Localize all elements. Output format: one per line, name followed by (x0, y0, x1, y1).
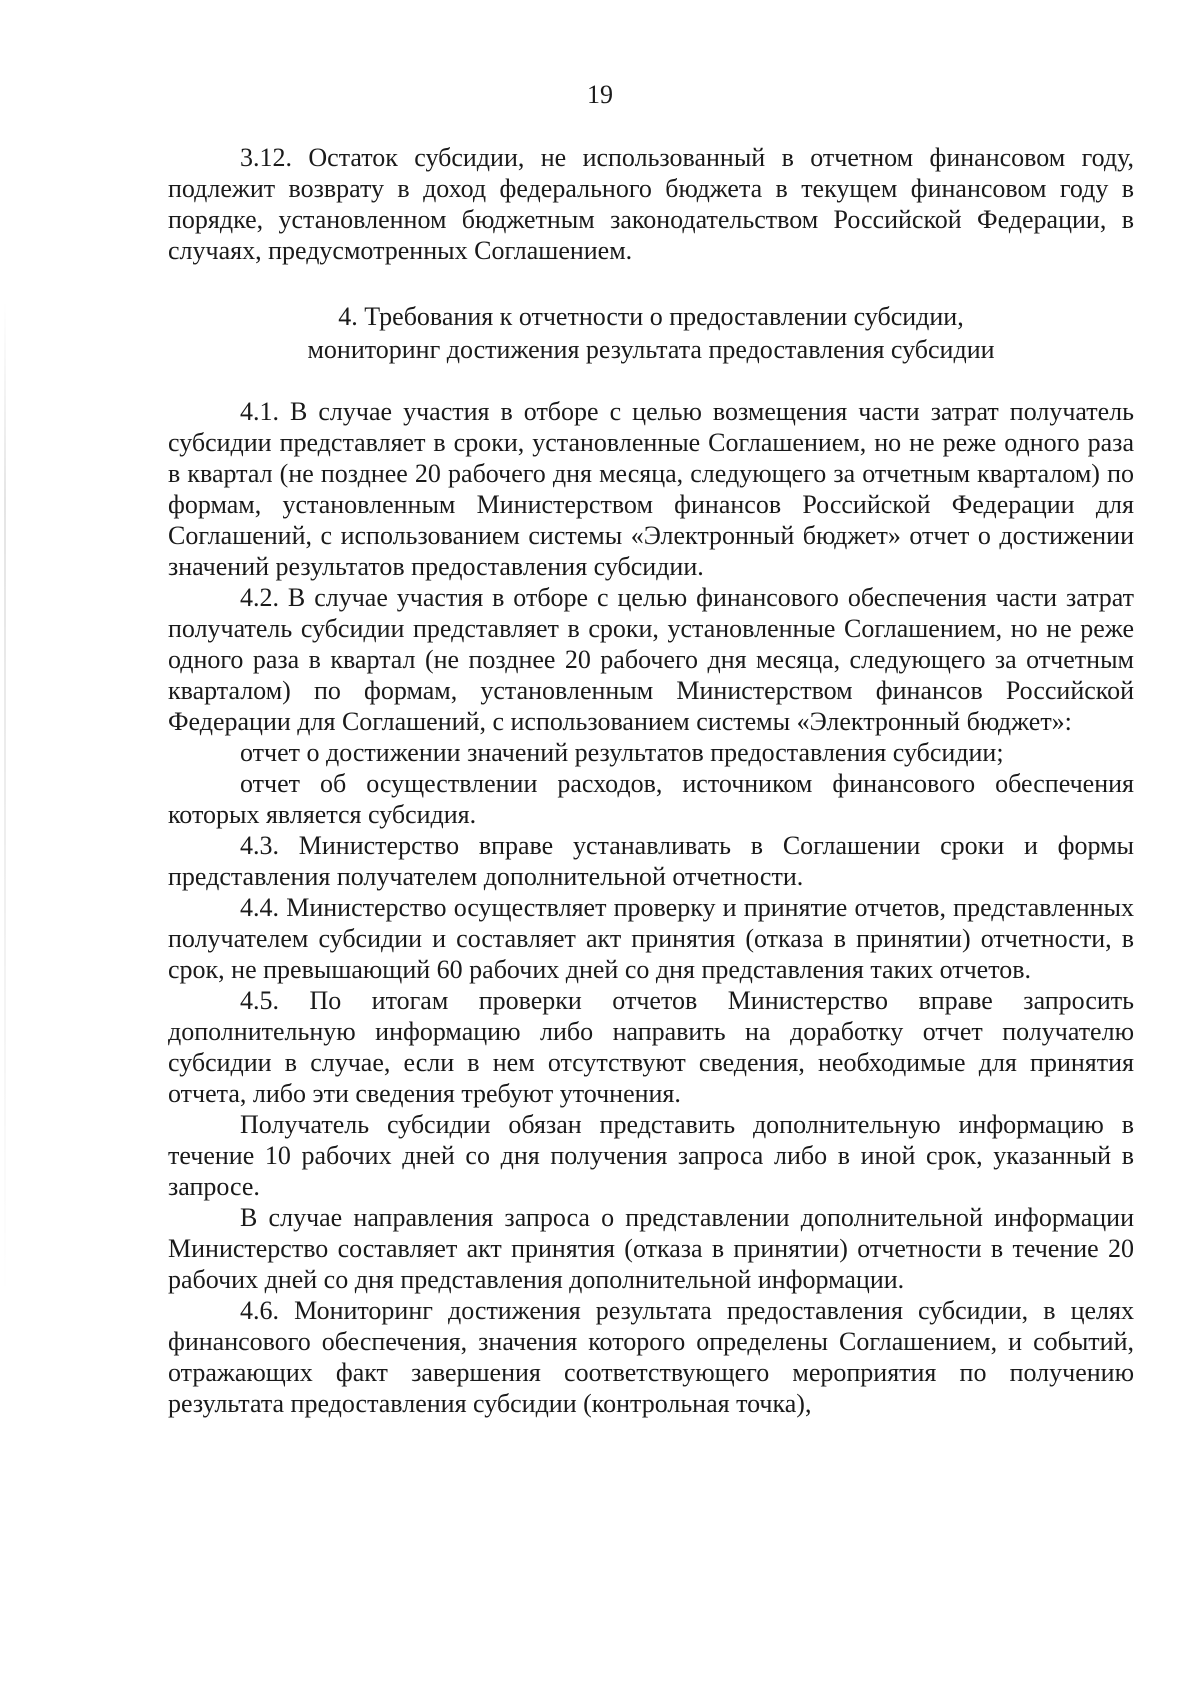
paragraph-4-2: 4.2. В случае участия в отборе с целью финансового обеспечения части затрат получатель субсидии представляет в сроки, установленные Соглашением, но не реже одного раза в квартал (не позднее 20 рабочего дня месяца, следующего за отчетным кварталом) по формам, установленным Министерством финансов Российской Федерации для Соглашений, с использованием системы «Электронный бюджет»: (168, 583, 1134, 736)
paragraph-4-2-item-1: отчет о достижении значений результатов предоставления субсидии; (240, 738, 1004, 767)
paragraph-3-12: 3.12. Остаток субсидии, не использованный в отчетном финансовом году, подлежит возврату в доход федерального бюджета в текущем финансовом году в порядке, установленном бюджетным законодательством Российской Федерации, в случаях, предусмотренных Соглашением. (168, 143, 1134, 265)
section-4-heading-line-1: 4. Требования к отчетности о предоставлении субсидии, (338, 302, 964, 331)
page-number: 19 (587, 80, 613, 109)
paragraph-4-5-request: В случае направления запроса о представлении дополнительной информации Министерство составляет акт принятия (отказа в принятии) отчетности в течение 20 рабочих дней со дня представления дополнительной информации. (168, 1203, 1134, 1294)
paragraph-4-4: 4.4. Министерство осуществляет проверку и принятие отчетов, представленных получателем субсидии и составляет акт принятия (отказа в принятии) отчетности, в срок, не превышающий 60 рабочих дней со дня представления таких отчетов. (168, 893, 1134, 984)
paragraph-4-5: 4.5. По итогам проверки отчетов Министерство вправе запросить дополнительную информацию либо направить на доработку отчет получателю субсидии в случае, если в нем отсутствуют сведения, необходимые для принятия отчета, либо эти сведения требуют уточнения. (168, 986, 1134, 1108)
section-4-heading (168, 300, 1134, 366)
paragraph-4-2-item-2: отчет об осуществлении расходов, источником финансового обеспечения которых является субсидия. (168, 769, 1134, 829)
paragraph-4-3: 4.3. Министерство вправе устанавливать в Соглашении сроки и формы представления получателем дополнительной отчетности. (168, 831, 1134, 891)
paragraph-4-6: 4.6. Мониторинг достижения результата предоставления субсидии, в целях финансового обеспечения, значения которого определены Соглашением, и событий, отражающих факт завершения соответствующего мероприятия по получению результата предоставления субсидии (контрольная точка), (168, 1296, 1134, 1418)
paragraph-4-5-recipient: Получатель субсидии обязан представить дополнительную информацию в течение 10 рабочих дней со дня получения запроса либо в иной срок, указанный в запросе. (168, 1110, 1134, 1201)
scan-edge-shadow (4, 300, 6, 1300)
document-body (168, 142, 1134, 1419)
section-4-heading-line-2: мониторинг достижения результата предоставления субсидии (307, 335, 995, 364)
paragraph-4-1: 4.1. В случае участия в отборе с целью возмещения части затрат получатель субсидии представляет в сроки, установленные Соглашением, но не реже одного раза в квартал (не позднее 20 рабочего дня месяца, следующего за отчетным кварталом) по формам, установленным Министерством финансов Российской Федерации для Соглашений, с использованием системы «Электронный бюджет» отчет о достижении значений результатов предоставления субсидии. (168, 397, 1134, 581)
